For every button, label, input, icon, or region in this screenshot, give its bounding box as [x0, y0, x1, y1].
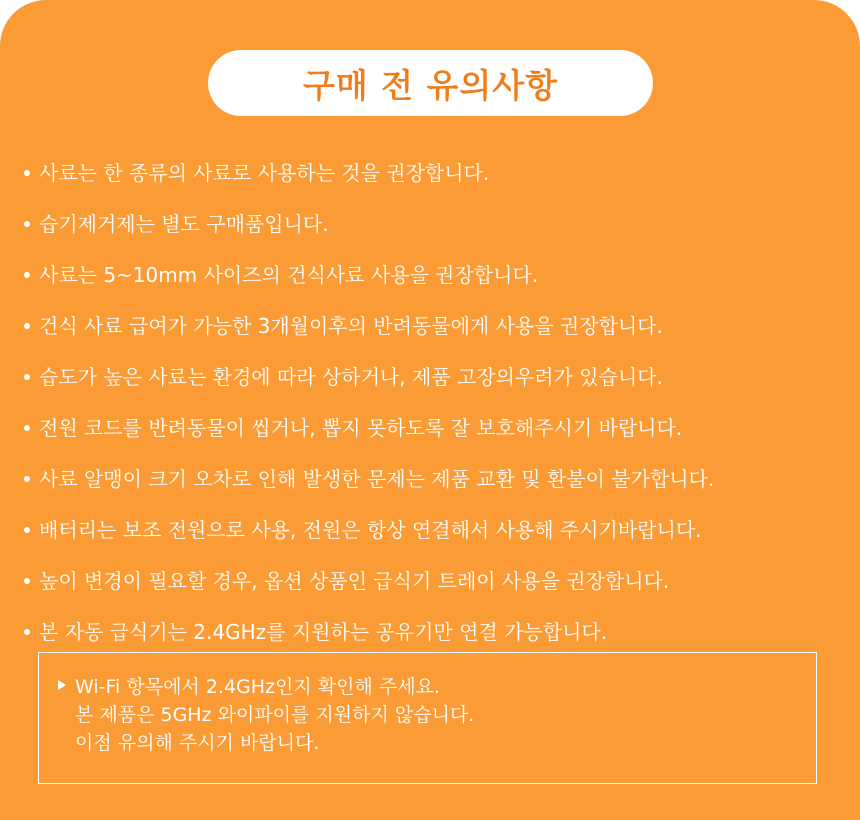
notice-text: 습기제거제는 별도 구매품입니다. — [39, 211, 329, 236]
notice-item — [22, 555, 714, 606]
bullet-icon — [24, 425, 30, 431]
notice-item — [22, 453, 714, 504]
notice-text: 사료는 5~10mm 사이즈의 건식사료 사용을 권장합니다. — [39, 262, 539, 287]
bullet-icon — [24, 527, 30, 533]
bullet-icon — [24, 170, 30, 176]
bullet-icon — [24, 629, 30, 635]
title-pill — [208, 50, 653, 116]
page-title: 구매 전 유의사항 — [302, 65, 559, 105]
notice-item — [22, 249, 714, 300]
wifi-notice-line: 본 제품은 5GHz 와이파이를 지원하지 않습니다. — [75, 704, 475, 726]
notice-item — [22, 402, 714, 453]
wifi-notice-line: 이점 유의해 주시기 바랍니다. — [75, 732, 320, 754]
notice-text: 배터리는 보조 전원으로 사용, 전원은 항상 연결해서 사용해 주시기바랍니다. — [39, 517, 702, 542]
notice-item — [22, 606, 714, 657]
bullet-icon — [24, 221, 30, 227]
notice-list — [22, 147, 714, 657]
notice-text: 전원 코드를 반려동물이 씹거나, 뽑지 못하도록 잘 보호해주시기 바랍니다. — [39, 415, 683, 440]
notice-text: 사료 알맹이 크기 오차로 인해 발생한 문제는 제품 교환 및 환불이 불가합니다. — [39, 466, 715, 491]
notice-item — [22, 198, 714, 249]
notice-text: 사료는 한 종류의 사료로 사용하는 것을 권장합니다. — [39, 160, 490, 185]
notice-text: 건식 사료 급여가 가능한 3개월이후의 반려동물에게 사용을 권장합니다. — [39, 313, 663, 338]
bullet-icon — [24, 374, 30, 380]
bullet-icon — [24, 578, 30, 584]
notice-item — [22, 351, 714, 402]
wifi-notice-line: Wi-Fi 항목에서 2.4GHz인지 확인해 주세요. — [75, 676, 440, 698]
bullet-icon — [24, 272, 30, 278]
triangle-right-icon — [58, 680, 66, 690]
notice-text: 습도가 높은 사료는 환경에 따라 상하거나, 제품 고장의우려가 있습니다. — [39, 364, 663, 389]
notice-item — [22, 300, 714, 351]
notice-item — [22, 147, 714, 198]
notice-text: 높이 변경이 필요할 경우, 옵션 상품인 급식기 트레이 사용을 권장합니다. — [39, 568, 670, 593]
notice-item — [22, 504, 714, 555]
wifi-notice-text — [75, 673, 474, 757]
wifi-notice-box — [38, 652, 817, 784]
bullet-icon — [24, 476, 30, 482]
bullet-icon — [24, 323, 30, 329]
notice-text: 본 자동 급식기는 2.4GHz를 지원하는 공유기만 연결 가능합니다. — [39, 619, 608, 644]
